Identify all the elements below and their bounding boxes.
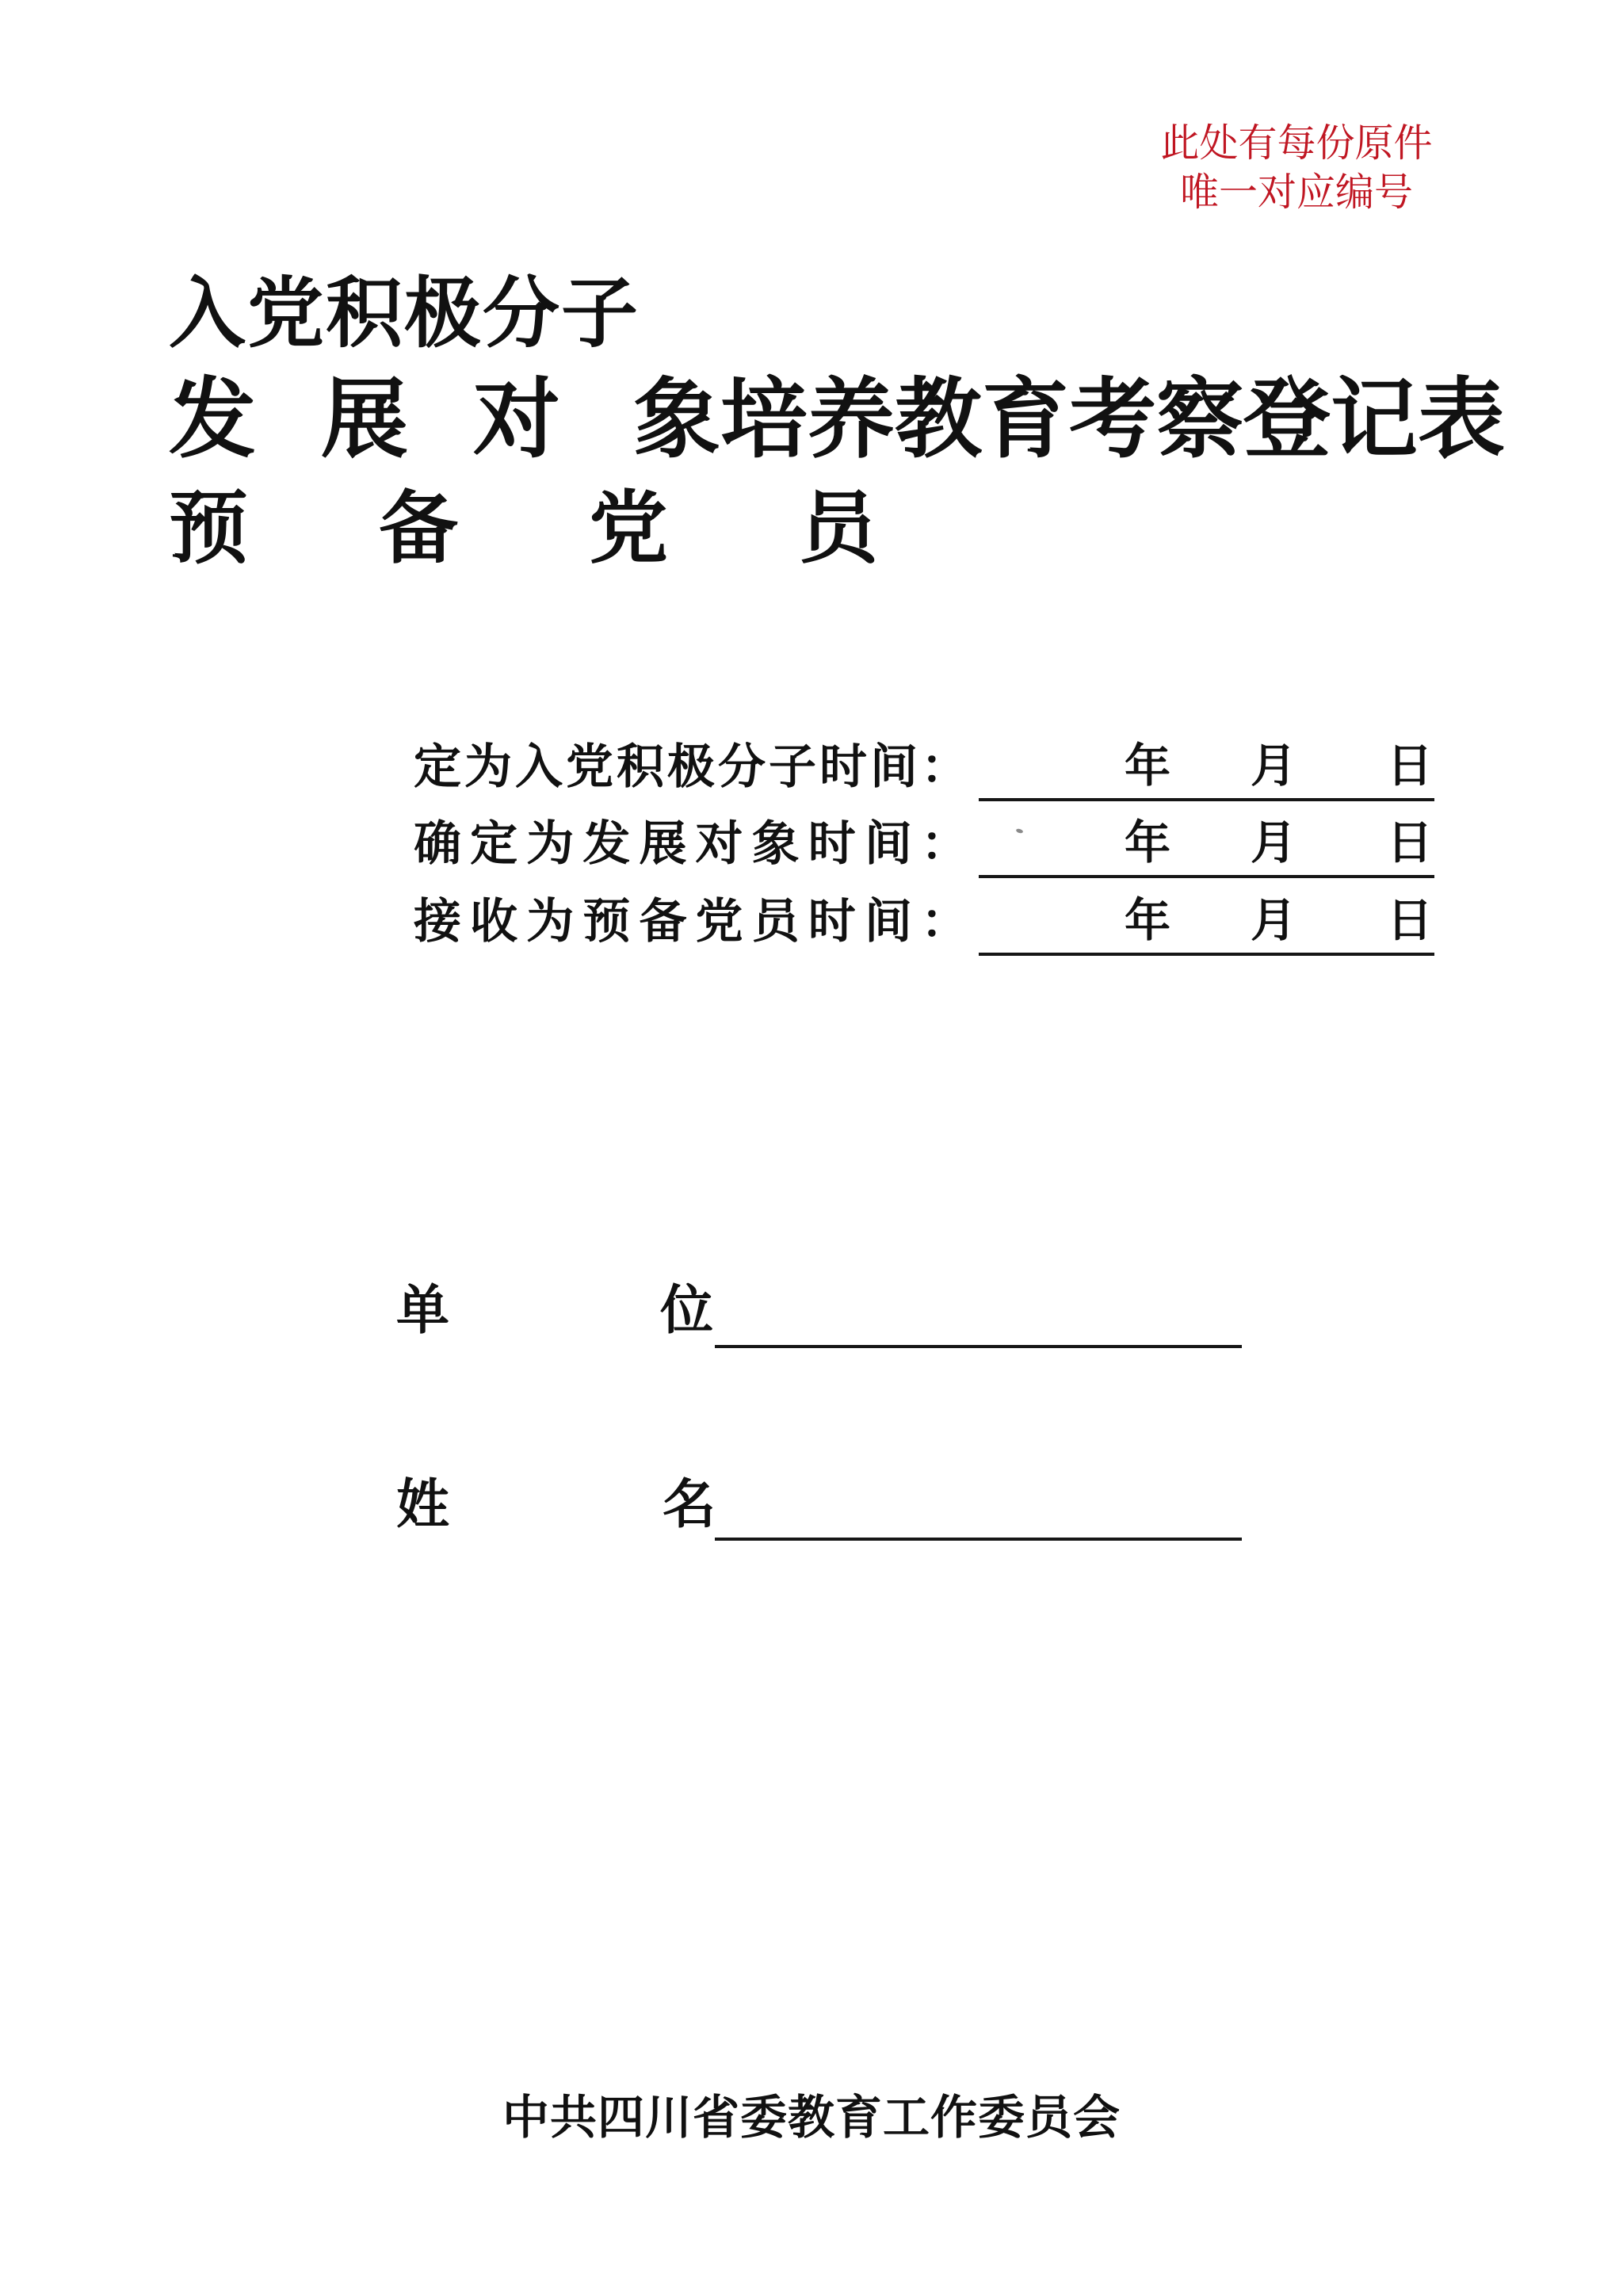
date-row-development-label: 确定为发展对象时间： xyxy=(414,818,968,870)
name-blank-line xyxy=(715,1538,1242,1541)
title-line-activist: 入党积极分子 xyxy=(169,272,640,357)
title-tail: 象培养教育考察登记表 xyxy=(633,372,1505,468)
date-row-probationary xyxy=(414,894,1436,953)
title-char-bei: 备 xyxy=(379,485,458,573)
month-unit-label: 月 xyxy=(1251,895,1297,946)
unit-label-char1: 单 xyxy=(396,1282,449,1340)
date-row-development xyxy=(414,816,1436,875)
year-unit-label: 年 xyxy=(1125,817,1171,869)
title-char-dui: 对 xyxy=(473,372,560,468)
date-row-activist xyxy=(414,739,1436,798)
title-char-zhan: 展 xyxy=(321,372,408,468)
day-unit-label: 日 xyxy=(1387,740,1434,792)
unit-blank-line xyxy=(715,1345,1242,1348)
date-row-probationary-blank xyxy=(979,894,1434,956)
day-unit-label: 日 xyxy=(1387,895,1434,946)
month-unit-label: 月 xyxy=(1251,740,1297,792)
date-row-activist-label: 定为入党积极分子时间： xyxy=(414,741,968,793)
date-row-development-blank xyxy=(979,816,1434,878)
name-label-char2: 名 xyxy=(663,1476,716,1534)
date-row-activist-blank xyxy=(979,739,1434,801)
title-char-yu: 预 xyxy=(169,485,248,573)
year-unit-label: 年 xyxy=(1125,740,1171,792)
corner-note-line2: 唯一对应编号 xyxy=(1179,170,1413,214)
footer-organization: 中共四川省委教育工作委员会 xyxy=(502,2092,1121,2144)
corner-note-line1: 此处有每份原件 xyxy=(1160,121,1433,165)
title-char-yuan: 员 xyxy=(799,485,878,573)
title-char-fa: 发 xyxy=(169,372,256,468)
title-line-probationary xyxy=(169,485,878,573)
year-unit-label: 年 xyxy=(1125,895,1171,946)
unit-label-char2: 位 xyxy=(660,1282,713,1340)
title-char-dang: 党 xyxy=(589,485,668,573)
month-unit-label: 月 xyxy=(1251,817,1297,869)
name-label-char1: 姓 xyxy=(396,1476,449,1534)
corner-note xyxy=(1102,119,1491,217)
title-line-main xyxy=(169,372,1505,468)
date-row-probationary-label: 接收为预备党员时间： xyxy=(414,896,968,948)
day-unit-label: 日 xyxy=(1387,817,1434,869)
